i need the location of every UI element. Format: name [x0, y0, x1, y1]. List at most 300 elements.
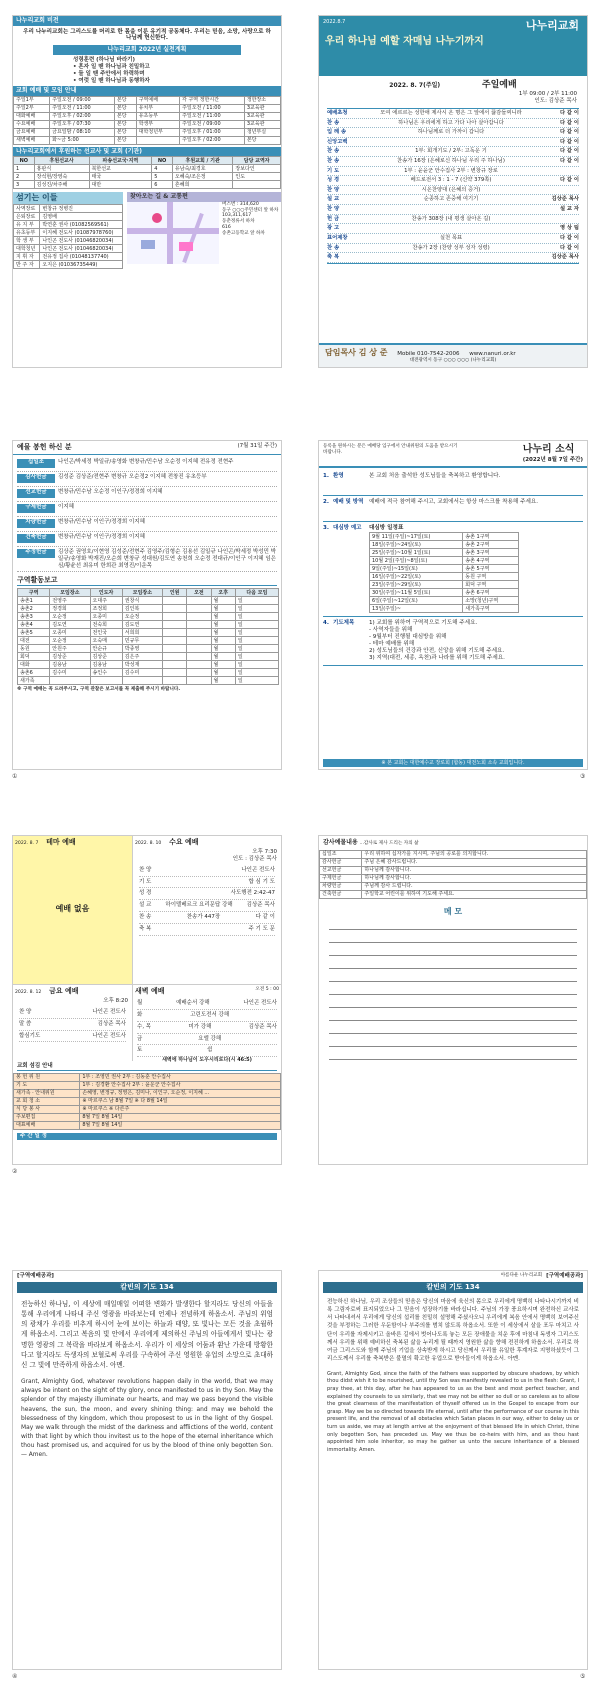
- visit-row: [370, 597, 519, 605]
- serve-cell: 교 회 청 소: [14, 1097, 80, 1105]
- group-cell: 일: [235, 653, 278, 661]
- offering-names: 변창규/민수남 오순정 이인구/정경희 이지혜: [58, 488, 163, 495]
- worship-cell: 주일1부: [14, 96, 50, 104]
- group-row: [18, 677, 279, 685]
- offering-item: [17, 457, 277, 472]
- vision-text: 우리 나누리교회는 그리스도를 머리로 한 몸을 이룬 유기적 공동체다. 우리는 믿음, 소망, 사랑으로 하나님께 헌신한다.: [23, 28, 271, 42]
- order-person: 다 같 이: [559, 148, 579, 155]
- group-cell: [163, 645, 187, 653]
- wed-item-cell: 설 교: [139, 902, 152, 909]
- worship-cell: 주일오후 / 07:30: [50, 120, 115, 128]
- dawn-note: 새벽에 하나님이 도우시리로다(시 46:5): [162, 1057, 252, 1064]
- visit-cell: 송촌 5구역: [463, 565, 519, 573]
- dawn-item-cell: 예배순서 강해: [176, 999, 210, 1006]
- wed-item-cell: 성 경: [139, 890, 152, 897]
- group-cell: [187, 669, 211, 677]
- group-cell: 월: [211, 597, 235, 605]
- order-person: [541, 216, 579, 223]
- serve-row: [14, 1073, 281, 1081]
- map-image: [127, 202, 219, 264]
- visit-row: [370, 605, 519, 613]
- wed-leader: 인도 : 김상준 목사: [232, 855, 277, 862]
- order-content: 찬송가 16장 (은혜로신 하나님 우리 주 하나님): [397, 158, 505, 165]
- thanks-row: [320, 882, 587, 890]
- group-head-cell: 구역: [18, 589, 50, 597]
- fri-item-cell: 나인곤 전도사: [92, 1032, 126, 1039]
- offering-names: 나인곤/박세정 박일규/송영화 변창규/민수남 오순정 이지혜 전유정 전현주: [58, 458, 234, 465]
- order-item: [327, 205, 579, 215]
- theme-box: [13, 836, 133, 984]
- serve-table: [13, 1073, 281, 1130]
- offering-label: 건축헌금: [17, 534, 55, 543]
- offering-label: 주정헌금: [17, 549, 55, 558]
- group-cell: 서희희: [122, 629, 162, 637]
- order-content: 하나님은 우리에게 하고 가다 나아 살아갑니다: [398, 119, 504, 126]
- order-item: [327, 195, 579, 205]
- group-cell: 동원: [18, 645, 50, 653]
- order-label: 찬 송: [327, 244, 340, 251]
- news-head: 예배 및 방역: [333, 499, 364, 506]
- group-cell: 월: [211, 637, 235, 645]
- order-content: 찬송가 2장 (찬양 성부 성자 성령): [412, 244, 490, 251]
- order-item: [327, 224, 579, 234]
- news-head: 대심방 예고: [333, 525, 362, 532]
- map-info-line: 동구 ○○○주민센터 앞 하차: [222, 207, 279, 213]
- news-list: [319, 468, 587, 668]
- worship-cell: 주일오후 / 01:00: [180, 128, 245, 136]
- serve-cell: 대표예배: [14, 1121, 80, 1129]
- prayer-tag-left-right: 아름다운 나누리교회: [500, 1273, 543, 1278]
- worship-cell: 대화예배: [14, 112, 50, 120]
- service-times: 1부 09:00 / 2부 11:00: [518, 91, 577, 98]
- group-cell: 대화: [18, 661, 50, 669]
- wed-title: 수요 예배: [169, 838, 199, 846]
- page-thanks: [318, 835, 588, 1165]
- plan-item: 성령훈련 (하나님 바라기): [73, 56, 135, 63]
- serve-cell: ※ 마르쿠스 ※ 다른주: [80, 1105, 281, 1113]
- worship-cell: 대학청년부: [136, 128, 179, 136]
- group-cell: 월: [211, 661, 235, 669]
- wed-item-cell: 축 복: [139, 926, 152, 932]
- serve-title: 교회 섬김 안내: [17, 1063, 277, 1071]
- group-cell: 일: [235, 661, 278, 669]
- news-footer: ※ 본 교회는 대한예수교 장로회 (합동) 대전노회 소속 교회입니다.: [323, 759, 583, 767]
- mission-cell: 장석현/장영숙: [34, 173, 89, 181]
- group-cell: [163, 621, 187, 629]
- fri-date: 2022. 8. 12: [15, 990, 42, 995]
- order-label: 찬 송: [327, 158, 340, 165]
- group-cell: [163, 677, 187, 685]
- worship-cell: 금요예배: [14, 128, 50, 136]
- mission-head-cell: 담당 교역자: [233, 157, 281, 165]
- offering-item: [17, 517, 277, 532]
- plan-title: 나누리교회 2022년 실천계획: [53, 45, 241, 55]
- group-cell: 정경희: [50, 605, 90, 613]
- group-head-row: [18, 589, 279, 597]
- order-content: [361, 206, 541, 213]
- wed-item-cell: 다 같 이: [255, 914, 275, 921]
- plan-item: • 혼자 일 땐 하나님과 친밀하고: [73, 63, 150, 70]
- visit-cell: 송촌 3구역: [463, 549, 519, 557]
- footer-pastor: 담임목사 김 상 준: [325, 348, 388, 357]
- order-person: 설 교 자: [559, 206, 579, 213]
- order-label: 표어제창: [327, 234, 348, 241]
- page-number-4: ④: [12, 1673, 18, 1680]
- fri-item-cell: 합심기도: [19, 1032, 41, 1039]
- page-number-2: ②: [12, 1168, 18, 1175]
- serve-cell: 주보편집: [14, 1113, 80, 1121]
- staff-cell: 학 생 부: [14, 237, 40, 245]
- cover-date-tag: 2022.8.7: [323, 19, 346, 25]
- group-cell: [163, 597, 187, 605]
- order-label: 찬 송: [327, 148, 340, 155]
- footer-mobile: Mobile 010-7542-2006: [397, 351, 460, 357]
- group-row: [18, 653, 279, 661]
- order-person: 영 상 팀: [559, 225, 579, 232]
- group-cell: 대전: [18, 637, 50, 645]
- news-num: 1.: [323, 473, 329, 480]
- group-cell: 안순규: [90, 645, 122, 653]
- serve-cell: 식 당 봉 사: [14, 1105, 80, 1113]
- order-label: 찬 양: [327, 186, 340, 193]
- dawn-item-cell: 토: [137, 1047, 143, 1054]
- dawn-item: [137, 1010, 277, 1022]
- visit-cell: 25일(주일)~10월 1일(토): [370, 549, 463, 557]
- order-content: 찬송가 308장 (내 평생 살아온 길): [411, 215, 491, 222]
- group-cell: 김인복: [122, 605, 162, 613]
- dawn-item-cell: 요엘 강해: [198, 1035, 222, 1042]
- service-date: 2022. 8. 7(주일): [389, 82, 441, 89]
- wed-item: [139, 912, 275, 924]
- worship-cell: 주일오후 / 02:00: [180, 136, 245, 144]
- group-cell: 박종영: [122, 645, 162, 653]
- group-head-cell: 다음 모임: [235, 589, 278, 597]
- thanks-subtitle: ...감사로 제사 드리는 자의 삶: [359, 841, 419, 846]
- fri-item-cell: 김상준 목사: [97, 1020, 126, 1027]
- thanks-row: [320, 874, 587, 882]
- order-content: [361, 225, 541, 232]
- mission-cell: 5: [152, 173, 173, 181]
- group-head-cell: 오전: [187, 589, 211, 597]
- dawn-item-cell: 김상준 목사: [248, 1023, 277, 1030]
- staff-cell: 나인곤 전도사 (01046820034): [40, 245, 123, 253]
- thanks-cell: 선교헌금: [320, 866, 362, 874]
- group-cell: [187, 629, 211, 637]
- order-label: 찬 양: [327, 206, 340, 213]
- cover-banner: [319, 16, 587, 76]
- offering-names: 김성준 김상준/전현주 변창규 오순정2 이지혜 전창진 유초등부: [58, 473, 207, 480]
- serve-row: [14, 1089, 281, 1097]
- group-cell: [187, 621, 211, 629]
- visit-row: [370, 581, 519, 589]
- staff-cell: 나인곤 전도사 (01046820034): [40, 237, 123, 245]
- order-content: 시온찬양대 (은혜의 증거): [421, 186, 481, 193]
- visit-title: 대심방 일정표: [369, 525, 404, 532]
- order-label: 설 교: [327, 196, 340, 203]
- worship-cell: 본당: [114, 104, 136, 112]
- dawn-item-cell: 고린도전서 강해: [190, 1011, 230, 1018]
- prayer-en-right: Grant, Almighty God, since the faith of the fathers was supported by obscure shadows, by which thou didst wish it to be nourished, until thy Son was manifestly revealed to us in the flesh: Grant, I pray thee, at this day, after he has appeared to us as the best and most perfect teacher, and explained thy counsels to us similarly, that we may not be either so dull or so careless as to allow the great clearness of the manifestation of thyself offered us in the Gospel to escape from our grasp. May we be so directed towards life eternal, until after the performance of our course in this present life, and the removal of all obstacles which Satan places in our way, either to delay us or turn us aside, we may at length arrive at the enjoyment of that blessed life in which Christ, thine only begotten Son, has preceded us. May we thus be co-heirs with him, and as thou hast appointed him sole inheritor, so may he gather us unto the secure inheritance of a blessed immortality. Amen.: [327, 1370, 579, 1454]
- thanks-cell: 십일조: [320, 850, 362, 858]
- group-row: [18, 597, 279, 605]
- plan-item: • 둘 일 땐 주안에서 하력하며: [73, 70, 145, 77]
- worship-cell: 주일오전 / 09:00: [50, 96, 115, 104]
- dawn-item-cell: 쉼: [207, 1047, 213, 1054]
- wed-item: [139, 877, 275, 889]
- group-note: ※ 구역 예배는 꼭 드려주시고, 구역 관찰은 보고서를 꼭 제출해 주시기 바랍니다.: [17, 687, 181, 693]
- staff-table: [13, 204, 123, 269]
- worship-cell: 학생부: [136, 120, 179, 128]
- visit-cell: 9일(주일)~15일(토): [370, 565, 463, 573]
- order-person: 다 같 이: [559, 234, 579, 241]
- group-cell: 안원주: [50, 645, 90, 653]
- offering-item: [17, 532, 277, 547]
- prayer-title-left: 칼빈의 기도 134: [17, 1282, 277, 1293]
- dawn-item-cell: 미가 강해: [188, 1023, 212, 1030]
- order-item: [327, 109, 579, 119]
- group-cell: 일: [235, 629, 278, 637]
- cover-footer: [319, 343, 587, 367]
- visit-cell: 송촌 2구역: [463, 541, 519, 549]
- group-cell: 송인수: [90, 669, 122, 677]
- worship-cell: 본당: [114, 120, 136, 128]
- visit-cell: 9월 11일(주일)~17일(토): [370, 533, 463, 541]
- visit-cell: 23일(주일)~29일(토): [370, 581, 463, 589]
- news-item: [323, 470, 583, 496]
- group-cell: [187, 645, 211, 653]
- mission-title: 나누리교회에서 후원하는 선교사 및 교회 (기관): [13, 147, 281, 157]
- group-title: 구역활동보고: [17, 576, 277, 586]
- order-person: 김상준 목사: [551, 196, 579, 203]
- wed-item-cell: 기 도: [139, 878, 152, 885]
- staff-cell: 전유정 집사 (01048137740): [40, 253, 123, 261]
- staff-cell: 박연훈 권사 (01082569561): [40, 221, 123, 229]
- worship-cell: 3교육관: [244, 104, 280, 112]
- group-cell: [50, 677, 90, 685]
- group-cell: 전숙희: [90, 621, 122, 629]
- mission-cell: 오혜숙/조은정: [172, 173, 232, 181]
- worship-cell: 새벽예배: [14, 136, 50, 144]
- thanks-cell: 우리 위하여 십자가를 지시며, 주님의 공로를 의지합니다.: [362, 850, 587, 858]
- order-item: [327, 215, 579, 225]
- group-head-cell: 오후: [211, 589, 235, 597]
- thanks-row: [320, 866, 587, 874]
- order-content: 하나님께로 더 가까이 갑니다: [417, 129, 485, 136]
- order-content: 모여 에르르는 성한애 제사시 온 명은 그 앞에서 끓감들찌니라: [380, 110, 522, 116]
- worship-table: [13, 96, 281, 145]
- group-cell: 오대주: [90, 597, 122, 605]
- thanks-title: 감사예물내용: [323, 839, 358, 846]
- group-cell: 김도연: [50, 621, 90, 629]
- order-person: 다 같 이: [559, 138, 579, 145]
- mission-table: [13, 156, 281, 189]
- page-cover: [318, 15, 588, 368]
- service-leader: 인도: 김상준 목사: [534, 98, 577, 105]
- visit-cell: 30일(주일)~11월 5일(토): [370, 589, 463, 597]
- group-cell: [187, 677, 211, 685]
- mission-head-row: [14, 157, 281, 165]
- group-cell: 일: [235, 597, 278, 605]
- worship-cell: 유초등부: [136, 112, 179, 120]
- group-cell: 김도연: [122, 621, 162, 629]
- worship-cell: 본당: [114, 136, 136, 144]
- order-person: 김상준 목사: [551, 254, 579, 261]
- worship-cell: 주일오전 / 11:00: [50, 104, 115, 112]
- order-content: 순종하고 존중해 여기기: [423, 196, 479, 203]
- fri-time: 오후 8:20: [103, 997, 128, 1004]
- staff-cell: 은퇴장로: [14, 213, 40, 221]
- visit-row: [370, 589, 519, 597]
- mission-cell: 흔혜희: [172, 181, 232, 189]
- worship-row: [14, 104, 281, 112]
- order-item: [327, 253, 579, 263]
- order-content: [361, 139, 541, 146]
- worship-cell: 주일2부: [14, 104, 50, 112]
- news-body: 본 교회 처음 출석한 성도님들을 축복하고 환영합니다.: [369, 473, 501, 480]
- group-cell: 일: [235, 605, 278, 613]
- serve-cell: 8월 7일 8월 14일: [80, 1121, 281, 1129]
- visit-cell: 18일(주일)~24일(토): [370, 541, 463, 549]
- news-item: [323, 522, 583, 617]
- visit-row: [370, 557, 519, 565]
- worship-cell: 주일오전 / 11:00: [180, 104, 245, 112]
- news-head: 기도제목: [333, 620, 355, 627]
- serve-row: [14, 1113, 281, 1121]
- worship-cell: 본당: [244, 136, 280, 144]
- dawn-item: [137, 1045, 277, 1057]
- fri-item-cell: 말 씀: [19, 1020, 32, 1027]
- wed-item-cell: 찬 송: [139, 914, 152, 921]
- wed-list: [133, 863, 281, 938]
- worship-cell: 유치부: [136, 104, 179, 112]
- mission-cell: 북한선교: [89, 165, 152, 173]
- group-cell: 송촌1: [18, 597, 50, 605]
- page-prayer-left: [12, 1270, 282, 1670]
- group-cell: 월: [211, 605, 235, 613]
- theme-date: 2022. 8. 7: [15, 841, 39, 846]
- offering-item: [17, 487, 277, 502]
- group-cell: [187, 661, 211, 669]
- page-number-3: ③: [580, 773, 586, 780]
- staff-cell: 김영배: [40, 213, 123, 221]
- mission-cell: 태국: [89, 173, 152, 181]
- order-person: [541, 187, 579, 194]
- group-cell: 새가족: [18, 677, 50, 685]
- serve-cell: 1부 : 김경환 안수집사 2부 : 윤운군 안수집사: [80, 1081, 281, 1089]
- group-cell: 월: [211, 669, 235, 677]
- order-item: [327, 157, 579, 167]
- group-cell: 김수미: [122, 669, 162, 677]
- group-cell: 일: [235, 637, 278, 645]
- group-row: [18, 669, 279, 677]
- group-row: [18, 613, 279, 621]
- order-label: 신앙고백: [327, 138, 348, 145]
- order-label: 기 도: [327, 167, 340, 174]
- plan-list: [13, 55, 281, 87]
- order-item: [327, 138, 579, 148]
- order-content: 실천 목표: [439, 234, 463, 241]
- dawn-item: [137, 998, 277, 1010]
- group-head-cell: 인원: [163, 589, 187, 597]
- mission-cell: 대만: [89, 181, 152, 189]
- group-cell: [163, 605, 187, 613]
- group-cell: 월: [211, 645, 235, 653]
- group-row: [18, 645, 279, 653]
- fri-item: [19, 1019, 126, 1031]
- fri-item-cell: 찬 양: [19, 1008, 32, 1015]
- visit-cell: 새가족구역: [463, 605, 519, 613]
- worship-cell: 정한장소: [244, 96, 280, 104]
- dawn-time: 오전 5 : 00: [255, 987, 279, 992]
- thanks-cell: 주일학교 어린이를 위하여 기도해 주세요.: [362, 890, 587, 898]
- visit-row: [370, 565, 519, 573]
- dawn-item-cell: 금: [137, 1035, 143, 1042]
- thanks-cell: 차량헌금: [320, 882, 362, 890]
- memo-title: 메 모: [443, 906, 463, 916]
- order-person: 다 같 이: [559, 158, 579, 165]
- order-item: [327, 119, 579, 129]
- fri-item: [19, 1031, 126, 1043]
- dawn-title: 새벽 예배: [135, 987, 165, 995]
- week-title: 주 간 일 정: [17, 1133, 277, 1140]
- serve-cell: 새가족 · 안내위원: [14, 1089, 80, 1097]
- dawn-list: [133, 998, 281, 1057]
- order-label: 광 고: [327, 225, 340, 232]
- order-item: [327, 234, 579, 244]
- page-news: [318, 440, 588, 770]
- dawn-item-cell: 수, 목: [137, 1023, 152, 1030]
- news-intro: 등록을 원하시는 분은 예배당 입구에서 안내위원의 도움을 받으시기 바랍니다.: [323, 444, 458, 455]
- map-info-line: 103,311,617: [222, 213, 252, 219]
- wed-item-cell: 찬 양: [139, 866, 152, 873]
- mission-head-cell: 파송선교국·지역: [89, 157, 152, 165]
- staff-row: [14, 213, 123, 221]
- group-cell: [163, 653, 187, 661]
- offering-item: [17, 472, 277, 487]
- staff-cell: 이지혜 전도사 (01087978760): [40, 229, 123, 237]
- worship-cell: 3교육관: [244, 112, 280, 120]
- thanks-row: [320, 890, 587, 898]
- order-person: 다 같 이: [559, 110, 579, 116]
- wed-item-cell: 하이델베르크 요리문답 강해: [165, 902, 233, 909]
- group-cell: 오종미: [50, 629, 90, 637]
- order-label: 헌 금: [327, 215, 340, 222]
- worship-cell: 본당: [114, 128, 136, 136]
- group-cell: 월: [211, 653, 235, 661]
- dawn-box: [133, 985, 281, 1064]
- staff-row: [14, 229, 123, 237]
- serve-cell: 손혜영, 변정규, 정영은, 김미나, 이인구, 오순정, 이지혜 ...: [80, 1089, 281, 1097]
- page-prayer-right: [318, 1270, 588, 1670]
- worship-row: [14, 128, 281, 136]
- order-item: [327, 244, 579, 254]
- mission-head-cell: NO: [14, 157, 35, 165]
- offering-label: 십일조: [17, 459, 55, 468]
- news-num: 4.: [323, 620, 329, 627]
- news-body: 1) 교회를 위하여 구역적으로 기도해 주세요. - 사역자들을 위해 - 9월부터 진행될 대심방을 위해 - 테마 예배를 위해 2) 성도님들의 건강과 안전, 신앙을 위해 기도해 주세요. 3) 지역(대전, 세종, 옥천)과 나라를 위해 기도해 주세요.: [369, 620, 505, 662]
- group-cell: 오종미: [90, 613, 122, 621]
- staff-cell: 변창규 정병진: [40, 205, 123, 213]
- staff-cell: 반 주 자: [14, 261, 40, 269]
- group-cell: [122, 677, 162, 685]
- group-cell: 송촌6: [18, 669, 50, 677]
- group-cell: [187, 613, 211, 621]
- visit-cell: 송촌 4구역: [463, 557, 519, 565]
- offering-label: 선교헌금: [17, 489, 55, 498]
- order-content: 1부: 회개기도 / 2부: 고독운 기: [415, 148, 487, 155]
- footer-web: www.nanuri.or.kr: [469, 351, 516, 357]
- group-cell: [187, 597, 211, 605]
